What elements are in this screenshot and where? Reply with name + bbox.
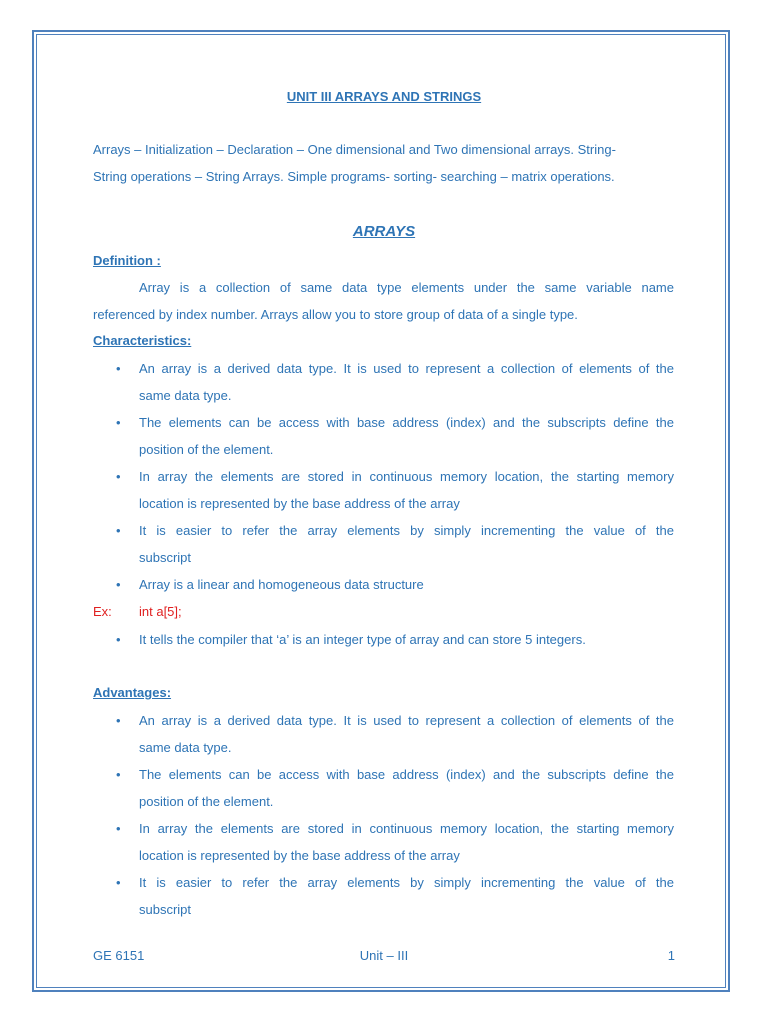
footer-unit: Unit – III — [359, 948, 409, 963]
unit-title: UNIT III ARRAYS AND STRINGS — [286, 89, 482, 104]
characteristic-item-2-line-1: The elements can be access with base address (index) and the subscripts define the — [139, 415, 674, 430]
characteristic-item-3-line-1: In array the elements are stored in continuous memory location, the starting memory — [139, 469, 674, 484]
advantage-item-4-line-1: It is easier to refer the array elements by simply incrementing the value of the — [139, 875, 674, 890]
syllabus-line-1: Arrays – Initialization – Declaration – One dimensional and Two dimensional arrays. String- — [93, 142, 616, 157]
advantage-item-3-line-1: In array the elements are stored in continuous memory location, the starting memory — [139, 821, 674, 836]
bullet-icon: • — [116, 361, 121, 376]
example-code: int a[5]; — [139, 604, 182, 619]
characteristic-item-3-line-2: location is represented by the base address of the array — [139, 496, 460, 511]
characteristic-item-1-line-1: An array is a derived data type. It is used to represent a collection of elements of the — [139, 361, 674, 376]
bullet-icon: • — [116, 577, 121, 592]
section-title: ARRAYS — [352, 223, 416, 240]
characteristic-item-1-line-2: same data type. — [139, 388, 232, 403]
bullet-icon: • — [116, 767, 121, 782]
definition-line-1: Array is a collection of same data type elements under the same variable name — [139, 280, 674, 295]
characteristic-item-4-line-2: subscript — [139, 550, 192, 565]
advantage-item-3-line-2: location is represented by the base address of the array — [139, 848, 460, 863]
advantage-item-2-line-1: The elements can be access with base address (index) and the subscripts define the — [139, 767, 674, 782]
advantage-item-1-line-2: same data type. — [139, 740, 232, 755]
bullet-icon: • — [116, 469, 121, 484]
bullet-icon: • — [116, 415, 121, 430]
definition-line-2: referenced by index number. Arrays allow you to store group of data of a single type. — [93, 307, 578, 322]
example-label: Ex: — [93, 604, 112, 619]
advantage-item-4-line-2: subscript — [139, 902, 192, 917]
advantage-item-2-line-2: position of the element. — [139, 794, 274, 809]
footer-page-number: 1 — [667, 948, 675, 963]
example-explanation: It tells the compiler that ‘a’ is an integer type of array and can store 5 integers. — [139, 632, 586, 647]
characteristic-item-2-line-2: position of the element. — [139, 442, 274, 457]
syllabus-line-2: String operations – String Arrays. Simple programs- sorting- searching – matrix operations. — [93, 169, 615, 184]
bullet-icon: • — [116, 632, 121, 647]
advantages-heading: Advantages: — [93, 685, 172, 700]
characteristics-heading: Characteristics: — [93, 333, 192, 348]
characteristic-item-5-line-1: Array is a linear and homogeneous data structure — [139, 577, 424, 592]
bullet-icon: • — [116, 821, 121, 836]
advantage-item-1-line-1: An array is a derived data type. It is used to represent a collection of elements of the — [139, 713, 674, 728]
footer-course-code: GE 6151 — [93, 948, 145, 963]
bullet-icon: • — [116, 713, 121, 728]
bullet-icon: • — [116, 523, 121, 538]
bullet-icon: • — [116, 875, 121, 890]
definition-heading: Definition : — [93, 253, 161, 268]
characteristic-item-4-line-1: It is easier to refer the array elements by simply incrementing the value of the — [139, 523, 674, 538]
